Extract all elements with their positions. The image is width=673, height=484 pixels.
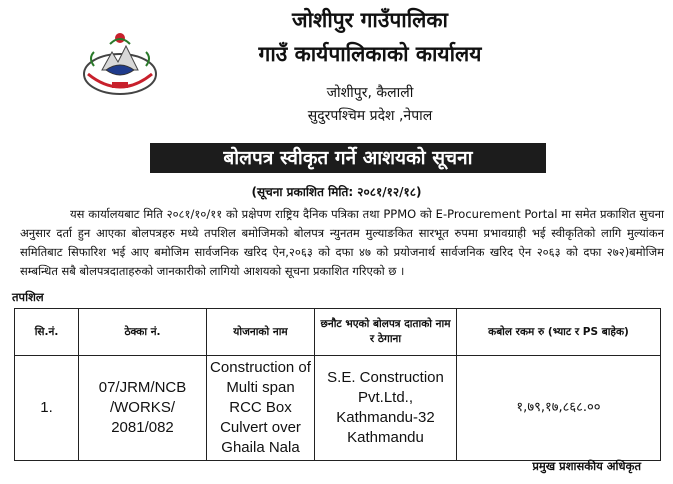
cell-contract-no: 07/JRM/NCB /WORKS/ 2081/082 <box>79 356 207 461</box>
office-name: गाउँ कार्यपालिकाको कार्यालय <box>258 42 482 66</box>
nepal-emblem-icon <box>80 30 160 98</box>
bid-table <box>14 308 661 461</box>
table-row <box>15 356 661 461</box>
col-header-project-name: योजनाको नाम <box>207 309 315 356</box>
col-header-contract-no: ठेक्का नं. <box>79 309 207 356</box>
details-label: तपशिल <box>12 290 44 304</box>
office-location: जोशीपुर, कैलाली <box>326 85 414 101</box>
col-header-bidder: छनौट भएको बोलपत्र दाताको नाम र ठेगाना <box>315 309 457 356</box>
province-country: सुदुरपश्चिम प्रदेश ,नेपाल <box>307 108 433 124</box>
published-date: (सूचना प्रकाशित मिति: २०८१/१२/१८) <box>251 185 422 199</box>
signature-title: प्रमुख प्रशासकीय अधिकृत <box>532 459 641 473</box>
notice-title-banner: बोलपत्र स्वीकृत गर्ने आशयको सूचना <box>150 143 546 173</box>
cell-amount: १,७९,१७,८६८.०० <box>457 356 661 461</box>
cell-bidder: S.E. Construction Pvt.Ltd., Kathmandu-32 Kathmandu <box>315 356 457 461</box>
table-header-row <box>15 309 661 356</box>
notice-body: यस कार्यालयबाट मिति २०८१/१०/११ को प्रक्षेपण राष्ट्रिय दैनिक पत्रिका तथा PPMO को E-Procurement Portal मा समेत प्रकाशित सुचना अनुसार दर्ता हुन आएका बोलपत्रहरु मध्ये तपशिल बमोजिमको बोलपत्र न्युनतम मुल्याङकित सारभूत रुपमा प्रभावग्राही भई स्वीकृतिको लागि मुल्यांकन समितिबाट सिफारिश भई आए बमोजिम सार्वजनिक खरिद ऐन,२०६३ को दफा ४७ को प्रयोजनार्थ सार्वजनिक खरिद ऐन २०६३ को दफा २७२)बमोजिम सम्बन्धित सबै बोलपत्रदाताहरुको जानकारीको लागियो आशयको सूचना प्रकाशित गरिएको छ । <box>20 207 664 278</box>
cell-project-name: Construction of Multi span RCC Box Culvert over Ghaila Nala <box>207 356 315 461</box>
col-header-sn: सि.नं. <box>15 309 79 356</box>
municipality-name: जोशीपुर गाउँपालिका <box>292 8 448 32</box>
cell-sn: 1. <box>15 356 79 461</box>
col-header-amount: कबोल रकम रु (भ्याट र PS बाहेक) <box>457 309 661 356</box>
